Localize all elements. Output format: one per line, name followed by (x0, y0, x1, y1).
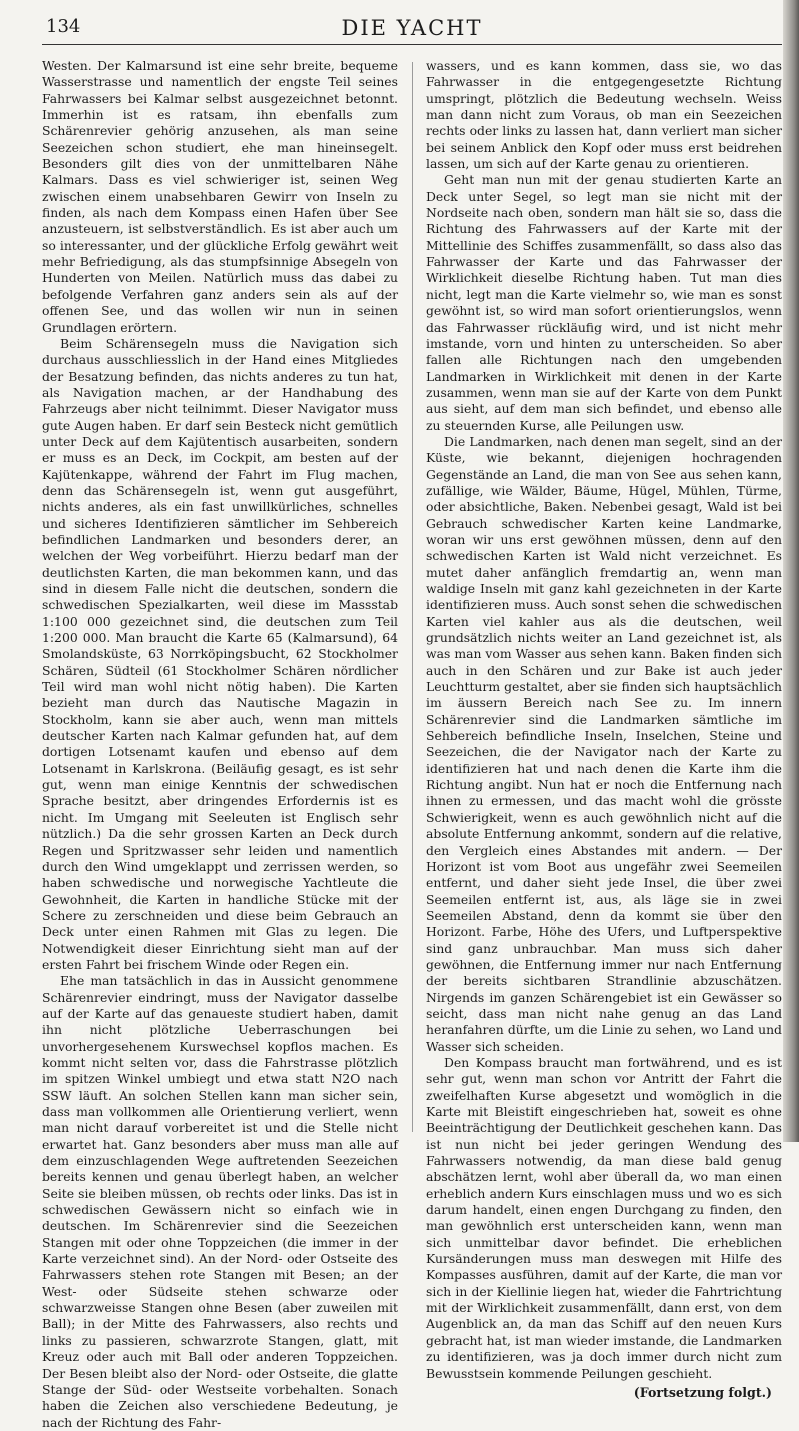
page-header (42, 10, 782, 45)
paragraph: Ehe man tatsächlich in das in Aussicht genommene Schärenrevier eindringt, muss der Navigator dasselbe auf der Karte auf das genaueste studiert haben, damit ihn nicht plötzliche Ueberraschungen bei unvorhergesehenem Kurswechsel kopflos machen. Es kommt nicht selten vor, dass die Fahrstrasse plötzlich im spitzen Winkel umbiegt und etwa statt N2O nach SSW läuft. An solchen Stellen kann man sicher sein, dass man vollkommen alle Orientierung verliert, wenn man nicht darauf vorbereitet ist und die Stelle nicht erwartet hat. Ganz besonders aber muss man alle auf dem einzuschlagenden Wege auftretenden Seezeichen bereits kennen und genau überlegt haben, an welcher Seite sie bleiben müssen, ob rechts oder links. Das ist in schwedischen Gewässern nicht so einfach wie in deutschen. Im Schärenrevier sind die Seezeichen Stangen mit oder ohne Toppzeichen (die immer in der Karte verzeichnet sind). An der Nord- oder Ostseite des Fahrwassers stehen rote Stangen mit Besen; an der West- oder Südseite stehen schwarze oder schwarzweisse Stangen ohne Besen (aber zuweilen mit Ball); in der Mitte des Fahrwassers, also rechts und links zu passieren, schwarzrote Stangen, glatt, mit Kreuz oder auch mit Ball oder anderen Toppzeichen. Der Besen bleibt also der Nord- oder Ostseite, die glatte Stange der Süd- oder Westseite vorbehalten. Sonach haben die Zeichen also verschiedene Bedeutung, je nach der Richtung des Fahr- (42, 973, 398, 1430)
paragraph: Westen. Der Kalmarsund ist eine sehr breite, bequeme Wasserstrasse und namentlich der engste Teil seines Fahrwassers bei Kalmar selbst ausgezeichnet betonnt. Immerhin ist es ratsam, ihn ebenfalls zum Schärenrevier gehörig anzusehen, als man seine Seezeichen schon studiert, ehe man hineinsegelt. Besonders gilt dies von der unmittelbaren Nähe Kalmars. Dass es viel schwieriger ist, seinen Weg zwischen einem unabsehbaren Gewirr von Inseln zu finden, als nach dem Kompass einen Hafen über See anzusteuern, ist selbstverständlich. Es ist aber auch um so interessanter, und der glückliche Erfolg gewährt weit mehr Befriedigung, als das stumpfsinnige Absegeln von Hunderten von Meilen. Natürlich muss das dabei zu befolgende Verfahren ganz anders sein als auf der offenen See, und das wollen wir nun in seinen Grundlagen erörtern. (42, 58, 398, 335)
right-column (426, 58, 782, 1431)
paragraph: Die Landmarken, nach denen man segelt, sind an der Küste, wie bekannt, diejenigen hochragenden Gegenstände an Land, die man von See aus sehen kann, zufällige, wie Wälder, Bäume, Hügel, Mühlen, Türme, oder absichtliche, Baken. Nebenbei gesagt, Wald ist bei Gebrauch schwedischer Karten keine Landmarke, woran wir uns erst gewöhnen müssen, denn auf den schwedischen Karten ist Wald nicht verzeichnet. Es mutet daher anfänglich fremdartig an, wenn man waldige Inseln mit ganz kahl gezeichneten in der Karte identifizieren muss. Auch sonst sehen die schwedischen Karten viel kahler aus als die deutschen, weil grundsätzlich nichts weiter an Land gezeichnet ist, als was man vom Wasser aus sehen kann. Baken finden sich auch in den Schären und zur Bake ist auch jeder Leuchtturm gestaltet, aber sie finden sich hauptsächlich im äussern Bereich nach See zu. Im innern Schärenrevier sind die Landmarken sämtliche im Sehbereich befindliche Inseln, Inselchen, Steine und Seezeichen, die der Navigator nach der Karte zu identifizieren hat und nach denen die Karte ihm die Richtung angibt. Nun hat er noch die Entfernung nach ihnen zu ermessen, und das macht wohl die grösste Schwierigkeit, wenn es auch gewöhnlich nicht auf die absolute Entfernung ankommt, sondern auf die relative, den Vergleich eines Abstandes mit andern. — Der Horizont ist vom Boot aus ungefähr zwei Seemeilen entfernt, und daher sieht jede Insel, die über zwei Seemeilen entfernt ist, aus, als läge sie in zwei Seemeilen Abstand, denn da kommt sie über den Horizont. Farbe, Höhe des Ufers, und Luftperspektive sind ganz unbrauchbar. Man muss sich daher gewöhnen, die Entfernung immer nur nach Entfernung der bereits sichtbaren Strandlinie abzuschätzen. Nirgends im ganzen Schärengebiet ist ein Gewässer so seicht, dass man nicht nahe genug an das Land heranfahren dürfte, um die Linie zu sehen, wo Land und Wasser sich scheiden. (426, 433, 782, 1054)
running-title: DIE YACHT (341, 16, 483, 40)
column-divider (412, 62, 413, 1132)
paragraph: Geht man nun mit der genau studierten Karte an Deck unter Segel, so legt man sie nicht mit der Nordseite nach oben, sondern man hält sie so, dass die Richtung des Fahrwassers auf der Karte mit der Mittellinie des Schiffes zusammenfällt, so dass also das Fahrwasser der Karte und das Fahrwasser der Wirklichkeit dieselbe Richtung haben. Tut man dies nicht, legt man die Karte vielmehr so, wie man es sonst gewöhnt ist, so wird man sofort orientierungslos, wenn das Fahrwasser rückläufig wird, und ist nicht mehr imstande, vorn und hinten zu unterscheiden. So aber fallen alle Richtungen nach den umgebenden Landmarken in Wirklichkeit mit denen in der Karte zusammen, wenn man sie auf der Karte von dem Punkt aus sieht, auf dem man sich befindet, und ebenso alle zu steuernden Kurse, alle Peilungen usw. (426, 172, 782, 433)
left-column (42, 58, 398, 1431)
continuation-note: (Fortsetzung folgt.) (633, 1384, 772, 1400)
paragraph: Den Kompass braucht man fortwährend, und es ist sehr gut, wenn man schon vor Antritt der Fahrt die zweifelhaften Kurse abgesetzt und womöglich in die Karte mit Bleistift eingeschrieben hat, soweit es ohne Beeinträchtigung der Deutlichkeit geschehen kann. Das ist nun nicht bei jeder geringen Wendung des Fahrwassers notwendig, da man diese bald genug abschätzen lernt, wohl aber überall da, wo man einen erheblich andern Kurs einschlagen muss und wo es sich darum handelt, einen engen Durchgang zu finden, den man gewöhnlich erst unterscheiden kann, wenn man sich unmittelbar davor befindet. Die erheblichen Kursänderungen muss man deswegen mit Hilfe des Kompasses ausführen, damit auf der Karte, die man vor sich in der Kiellinie liegen hat, wieder die Fahrtrichtung mit der Wirklichkeit zusammenfällt, dann erst, von dem Augenblick an, da man das Schiff auf den neuen Kurs gebracht hat, ist man wieder imstande, die Landmarken zu identifizieren, was ja doch immer durch nicht zum Bewusstsein kommende Peilungen geschieht. (426, 1054, 782, 1381)
paragraph: wassers, und es kann kommen, dass sie, wo das Fahrwasser in die entgegengesetzte Richtung umspringt, plötzlich die Bedeutung wechseln. Weiss man dann nicht zum Voraus, ob man ein Seezeichen rechts oder links zu lassen hat, dann verliert man sicher bei seinem Anblick den Kopf oder muss erst beidrehen lassen, um sich auf der Karte genau zu orientieren. (426, 58, 782, 172)
magazine-page (42, 10, 782, 1430)
page-edge-shadow (783, 0, 799, 1142)
page-number: 134 (46, 16, 81, 37)
paragraph: Beim Schärensegeln muss die Navigation sich durchaus ausschliesslich in der Hand eines Mitgliedes der Besatzung befinden, das nichts anderes zu tun hat, als Navigation machen, ar der Handhabung des Fahrzeugs aber nicht teilnimmt. Dieser Navigator muss gute Augen haben. Er darf sein Besteck nicht gemütlich unter Deck auf dem Kajütentisch ausarbeiten, sondern er muss es an Deck, im Cockpit, am besten auf der Kajütenkappe, während der Fahrt im Flug machen, denn das Schärensegeln ist, wenn gut ausgeführt, nichts anderes, als ein fast unwillkürliches, schnelles und sicheres Identifizieren sämtlicher im Sehbereich befindlichen Landmarken und besonders derer, an welchen der Weg vorbeiführt. Hierzu bedarf man der deutlichsten Karten, die man bekommen kann, und das sind in diesem Falle nicht die deutschen, sondern die schwedischen Spezialkarten, weil diese im Massstab 1:100 000 gezeichnet sind, die deutschen zum Teil 1:200 000. Man braucht die Karte 65 (Kalmarsund), 64 Smolandsküste, 63 Norrköpingsbucht, 62 Stockholmer Schären, Südteil (61 Stockholmer Schären nördlicher Teil wird man wohl nicht nötig haben). Die Karten bezieht man durch das Nautische Magazin in Stockholm, kann sie aber auch, wenn man mittels deutscher Karten nach Kalmar gefunden hat, auf dem dortigen Lotsenamt kaufen und ebenso auf dem Lotsenamt in Karlskrona. (Beiläufig gesagt, es ist sehr gut, wenn man einige Kenntnis der schwedischen Sprache besitzt, aber dringendes Erfordernis ist es nicht. Im Umgang mit Seeleuten ist Englisch sehr nützlich.) Da die sehr grossen Karten an Deck durch Regen und Spritzwasser sehr leiden und namentlich durch den Wind umgeklappt und zerrissen werden, so haben schwedische und norwegische Yachtleute die Gewohnheit, die Karten in handliche Stücke mit der Schere zu zerschneiden und diese beim Gebrauch an Deck unter einen Rahmen mit Glas zu legen. Die Notwendigkeit dieser Einrichtung sieht man auf der ersten Fahrt bei frischem Winde oder Regen ein. (42, 335, 398, 972)
